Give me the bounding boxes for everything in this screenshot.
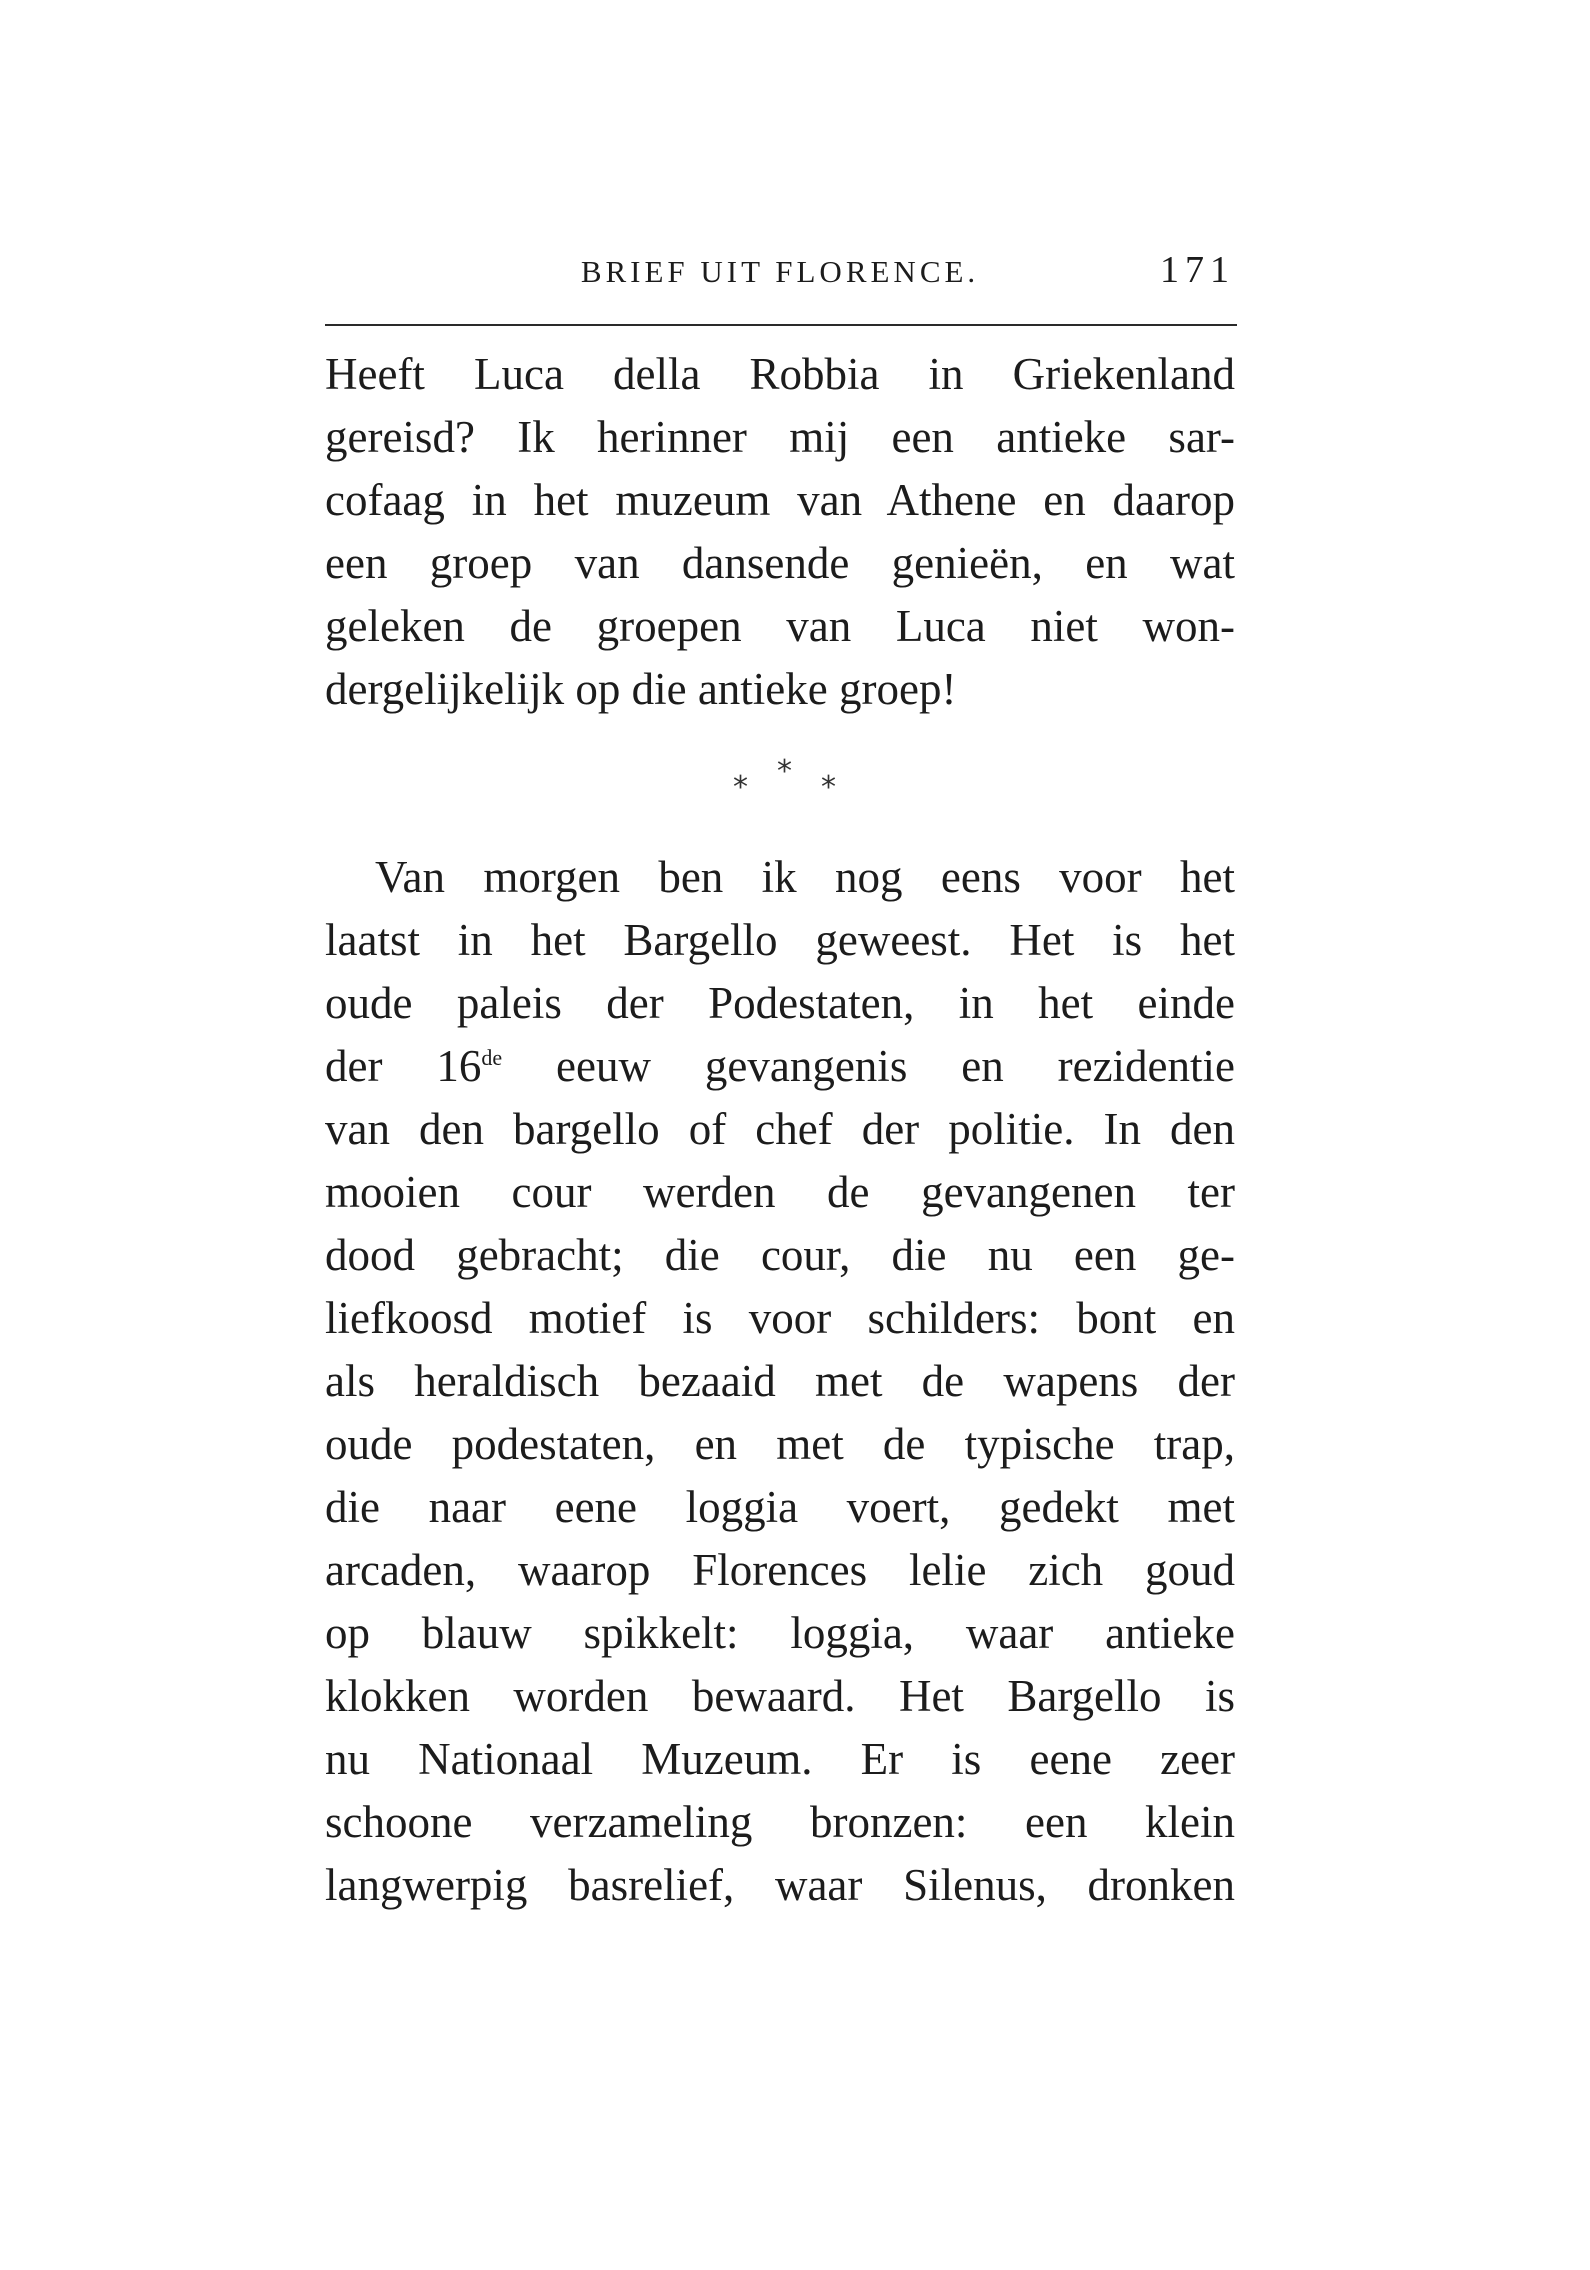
text-line: laatst in het Bargello geweest. Het is het (325, 915, 1235, 965)
page-number: 171 (1160, 249, 1235, 291)
text-line: dergelijkelijk op die antieke groep! (325, 664, 957, 714)
running-header (325, 246, 1235, 296)
text-line: dood gebracht; die cour, die nu een ge- (325, 1230, 1235, 1280)
text-line: die naar eene loggia voert, gedekt met (325, 1482, 1235, 1532)
text-line: arcaden, waarop Florences lelie zich goud (325, 1545, 1235, 1595)
text-line (325, 1035, 1235, 1097)
asterisk-icon: * (777, 754, 792, 789)
asterisk-icon: * (733, 770, 748, 805)
asterisk-icon: * (821, 770, 836, 805)
text-line: Van morgen ben ik nog eens voor het (375, 852, 1235, 902)
text-line: liefkoosd motief is voor schilders: bont en (325, 1293, 1235, 1343)
text-line: als heraldisch bezaaid met de wapens der (325, 1356, 1235, 1406)
text-line: mooien cour werden de gevangenen ter (325, 1167, 1235, 1217)
text-line: oude podestaten, en met de typische trap, (325, 1419, 1235, 1469)
text-line: op blauw spikkelt: loggia, waar antieke (325, 1608, 1235, 1658)
section-separator (725, 752, 845, 812)
text-line: Heeft Luca della Robbia in Griekenland (325, 349, 1235, 399)
text-line: oude paleis der Podestaten, in het einde (325, 978, 1235, 1028)
header-rule (325, 324, 1237, 326)
text-line: langwerpig basrelief, waar Silenus, dronken (325, 1860, 1235, 1910)
text-line: geleken de groepen van Luca niet won- (325, 601, 1235, 651)
text-line: van den bargello of chef der politie. In den (325, 1104, 1235, 1154)
text-line: schoone verzameling bronzen: een klein (325, 1797, 1235, 1847)
text-line-end: eeuw gevangenis en rezidentie (502, 1041, 1235, 1091)
text-line: nu Nationaal Muzeum. Er is eene zeer (325, 1734, 1235, 1784)
text-line-start: der 16 (325, 1041, 482, 1091)
text-line: een groep van dansende genieën, en wat (325, 538, 1235, 588)
text-line: gereisd? Ik herinner mij een antieke sar- (325, 412, 1235, 462)
running-title: BRIEF UIT FLORENCE. (580, 254, 980, 289)
ordinal-suffix: de (481, 1045, 503, 1070)
text-line: cofaag in het muzeum van Athene en daarop (325, 475, 1235, 525)
text-line: klokken worden bewaard. Het Bargello is (325, 1671, 1235, 1721)
